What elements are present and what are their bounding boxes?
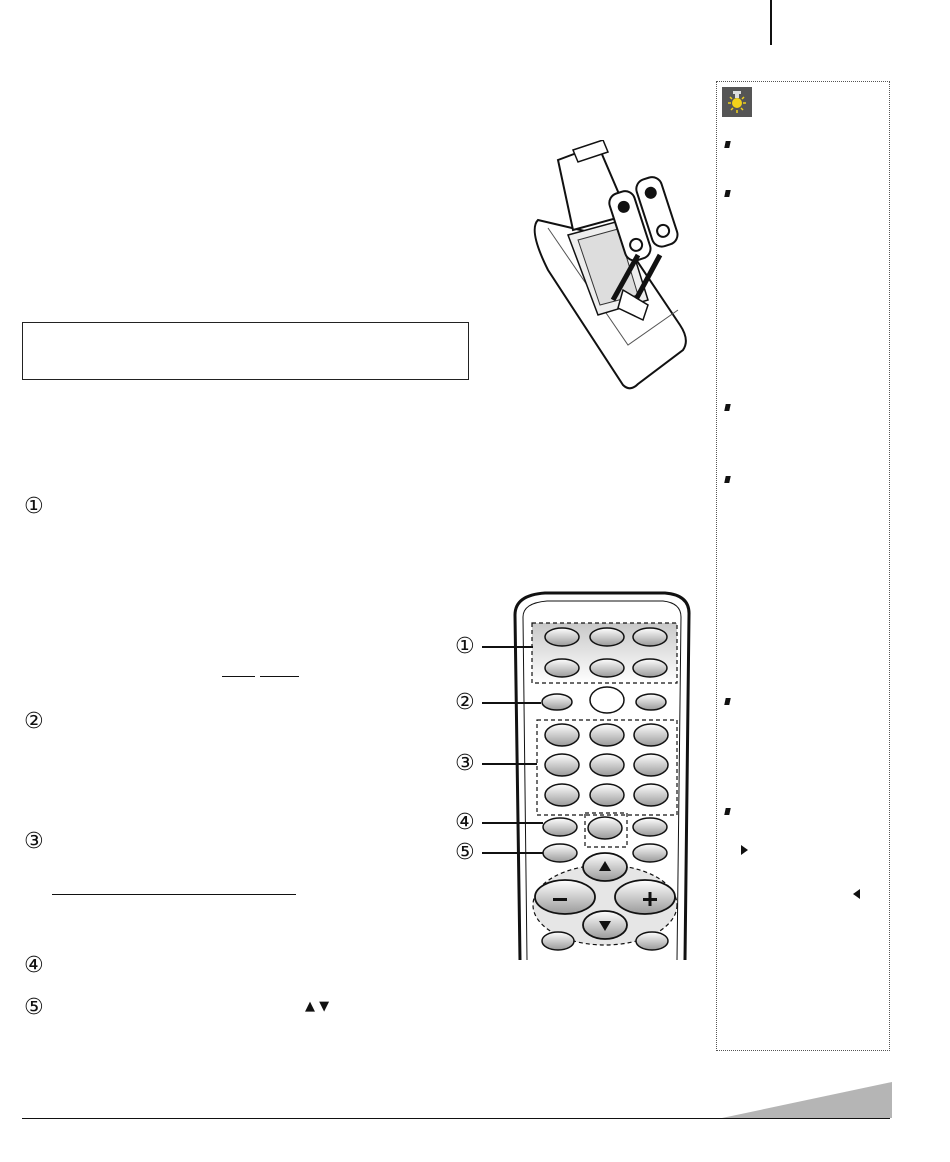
step-2-marker: ② (24, 709, 44, 734)
battery-install-illustration (528, 140, 708, 390)
step-3-marker: ③ (24, 829, 44, 854)
underline-short-2 (260, 676, 299, 677)
underline-short-1 (222, 676, 255, 677)
step-1-marker: ① (24, 494, 44, 519)
remote-callout-3: ③ (455, 751, 475, 776)
remote-callout-5: ⑤ (455, 840, 475, 865)
underline-long (52, 894, 296, 895)
top-divider (770, 0, 772, 45)
remote-callout-1: ① (455, 634, 475, 659)
remote-control-illustration (445, 585, 695, 965)
triangle-left-icon (853, 889, 860, 899)
step5-up-down-arrows: ▲ ▼ (305, 999, 330, 1014)
note-box (22, 322, 469, 380)
triangle-right-icon (741, 845, 748, 855)
step-4-marker: ④ (24, 953, 44, 978)
footer-rule (22, 1118, 890, 1119)
remote-callout-2: ② (455, 690, 475, 715)
lightbulb-tip-icon (722, 87, 752, 117)
tips-sidebar (716, 81, 890, 1051)
step-5-marker: ⑤ (24, 995, 44, 1020)
page-corner-tab (722, 1082, 892, 1118)
remote-callout-4: ④ (455, 810, 475, 835)
